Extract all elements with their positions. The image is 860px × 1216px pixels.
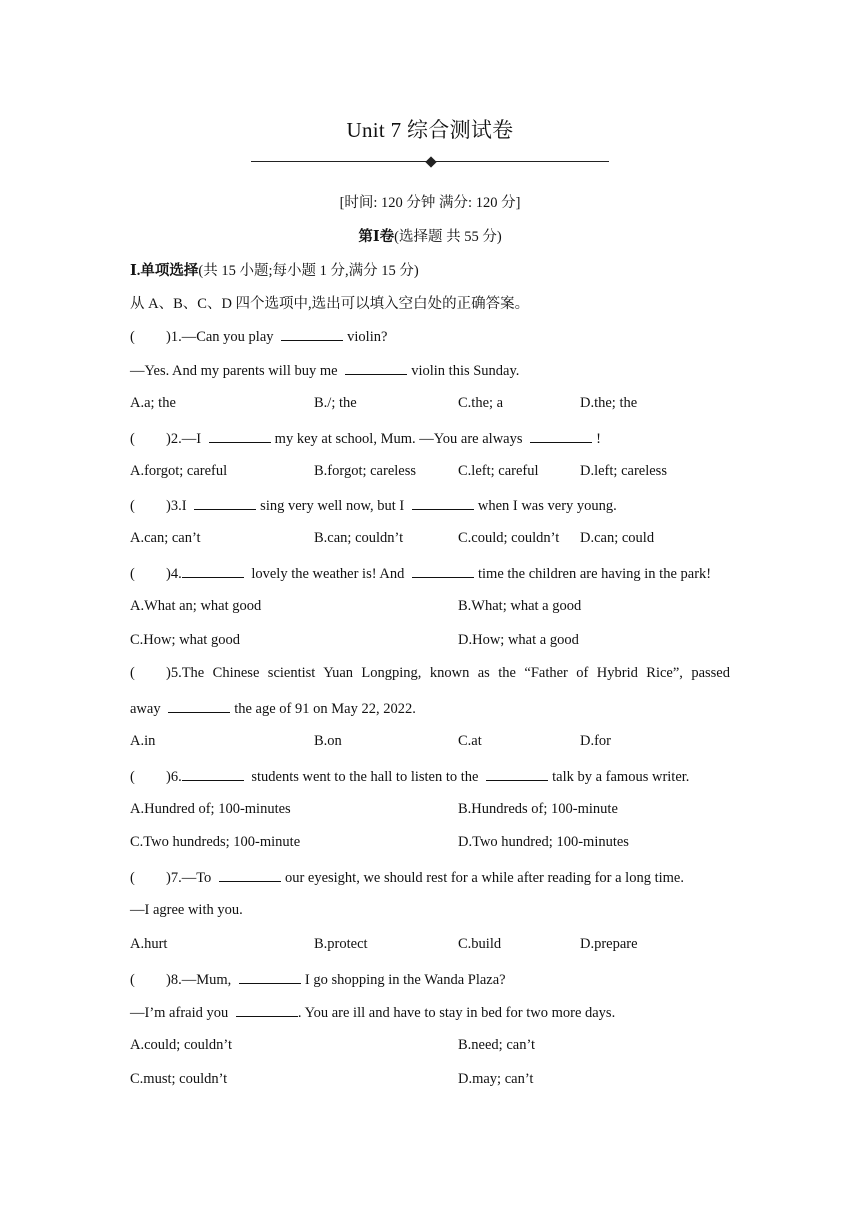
answer-blank — [236, 1003, 298, 1017]
question-7-option-a: A.hurt — [130, 936, 168, 952]
question-6-option-c: C.Two hundreds; 100-minute — [130, 834, 301, 850]
question-text: —Yes. And my parents will buy me — [130, 363, 342, 379]
answer-blank — [412, 496, 474, 510]
question-4-option-c: C.How; what good — [130, 632, 240, 648]
answer-paren: ( — [130, 329, 135, 345]
answer-blank — [219, 868, 281, 882]
answer-paren: ( — [130, 972, 135, 988]
question-text: our eyesight, we should rest for a while after reading for a long time. — [284, 870, 684, 886]
answer-paren: ( — [130, 769, 135, 785]
question-7-line-1 — [130, 868, 684, 887]
section-description: (共 15 小题;每小题 1 分,满分 15 分) — [198, 263, 419, 279]
answer-blank — [182, 767, 244, 781]
question-1-option-a: A.a; the — [130, 395, 176, 411]
question-text: sing very well now, but I — [260, 498, 408, 514]
question-5-line-1 — [130, 665, 730, 682]
answer-blank — [194, 496, 256, 510]
answer-blank — [486, 767, 548, 781]
question-5-option-d: D.for — [580, 733, 612, 749]
section-title: Ⅰ.单项选择 — [130, 263, 199, 279]
question-4-option-d: D.How; what a good — [458, 632, 579, 648]
question-text: )7.—To — [166, 870, 215, 886]
question-8-option-b: B.need; can’t — [458, 1037, 536, 1053]
question-7-option-c: C.build — [458, 936, 502, 952]
question-1-option-c: C.the; a — [458, 395, 504, 411]
section-instruction: 从 A、B、C、D 四个选项中,选出可以填入空白处的正确答案。 — [130, 296, 530, 312]
question-text: I go shopping in the Wanda Plaza? — [304, 972, 506, 988]
question-8-option-d: D.may; can’t — [458, 1071, 534, 1087]
volume-label: 第Ⅰ卷 — [358, 229, 395, 245]
question-4-option-a: A.What an; what good — [130, 598, 262, 614]
question-2-option-a: A.forgot; careful — [130, 463, 228, 479]
question-text: )8.—Mum, — [166, 972, 235, 988]
answer-paren: ( — [130, 665, 135, 681]
question-text: ! — [596, 431, 601, 447]
question-text: violin this Sunday. — [411, 363, 520, 379]
question-text: )5.The Chinese scientist Yuan Longping, known as the “Father of Hybrid Rice”, passed — [166, 665, 730, 681]
question-3-option-b: B.can; couldn’t — [314, 530, 404, 546]
question-4-option-b: B.What; what a good — [458, 598, 582, 614]
question-3-option-a: A.can; can’t — [130, 530, 201, 546]
page-title: Unit 7 综合测试卷 — [346, 118, 514, 142]
question-5-option-b: B.on — [314, 733, 342, 749]
answer-paren: ( — [130, 566, 135, 582]
question-6-option-a: A.Hundred of; 100-minutes — [130, 801, 291, 817]
answer-paren: ( — [130, 870, 135, 886]
answer-blank — [209, 429, 271, 443]
question-8-line-1 — [130, 970, 506, 989]
answer-blank — [345, 361, 407, 375]
question-text: )3.I — [166, 498, 191, 514]
answer-blank — [530, 429, 592, 443]
answer-blank — [281, 327, 343, 341]
question-text: away — [130, 701, 165, 717]
question-text: the age of 91 on May 22, 2022. — [234, 701, 416, 717]
question-5-option-c: C.at — [458, 733, 482, 749]
question-text: lovely the weather is! And — [247, 566, 408, 582]
section-heading — [130, 259, 419, 280]
question-1-line-1 — [130, 327, 387, 346]
question-5-option-a: A.in — [130, 733, 156, 749]
question-text: students went to the hall to listen to the — [247, 769, 483, 785]
question-7-option-b: B.protect — [314, 936, 368, 952]
question-text: )4. — [166, 566, 182, 582]
divider-ornament — [425, 156, 436, 167]
question-6-line-1 — [130, 767, 689, 786]
question-6-option-b: B.Hundreds of; 100-minute — [458, 801, 618, 817]
question-text: )1.—Can you play — [166, 329, 278, 345]
volume-description: (选择题 共 55 分) — [394, 229, 502, 245]
question-4-line-1 — [130, 564, 711, 583]
question-7-option-d: D.prepare — [580, 936, 638, 952]
question-3-option-c: C.could; couldn’t — [458, 530, 560, 546]
answer-blank — [168, 699, 230, 713]
question-text: )2.—I — [166, 431, 205, 447]
question-2-line-1 — [130, 429, 601, 448]
question-1-line-2 — [130, 361, 519, 380]
question-3-line-1 — [130, 496, 617, 515]
question-6-option-d: D.Two hundred; 100-minutes — [458, 834, 629, 850]
question-text: . You are ill and have to stay in bed for two more days. — [297, 1005, 616, 1021]
question-8-line-2 — [130, 1003, 615, 1022]
question-text: time the children are having in the park! — [477, 566, 712, 582]
question-3-option-d: D.can; could — [580, 530, 655, 546]
question-text: violin? — [347, 329, 388, 345]
question-7-line-2: —I agree with you. — [130, 902, 243, 918]
question-text: when I was very young. — [477, 498, 617, 514]
question-2-option-d: D.left; careless — [580, 463, 667, 479]
time-score-line: [时间: 120 分钟 满分: 120 分] — [339, 195, 521, 211]
question-text: talk by a famous writer. — [552, 769, 690, 785]
question-8-option-a: A.could; couldn’t — [130, 1037, 233, 1053]
question-2-option-b: B.forgot; careless — [314, 463, 417, 479]
answer-paren: ( — [130, 498, 135, 514]
question-8-option-c: C.must; couldn’t — [130, 1071, 228, 1087]
answer-blank — [239, 970, 301, 984]
question-5-line-2 — [130, 699, 416, 718]
question-2-option-c: C.left; careful — [458, 463, 539, 479]
volume-heading — [0, 225, 860, 246]
question-1-option-b: B./; the — [314, 395, 357, 411]
question-text: —I’m afraid you — [130, 1005, 232, 1021]
answer-blank — [182, 564, 244, 578]
question-text: )6. — [166, 769, 182, 785]
answer-blank — [412, 564, 474, 578]
question-1-option-d: D.the; the — [580, 395, 638, 411]
question-text: my key at school, Mum. —You are always — [274, 431, 527, 447]
answer-paren: ( — [130, 431, 135, 447]
